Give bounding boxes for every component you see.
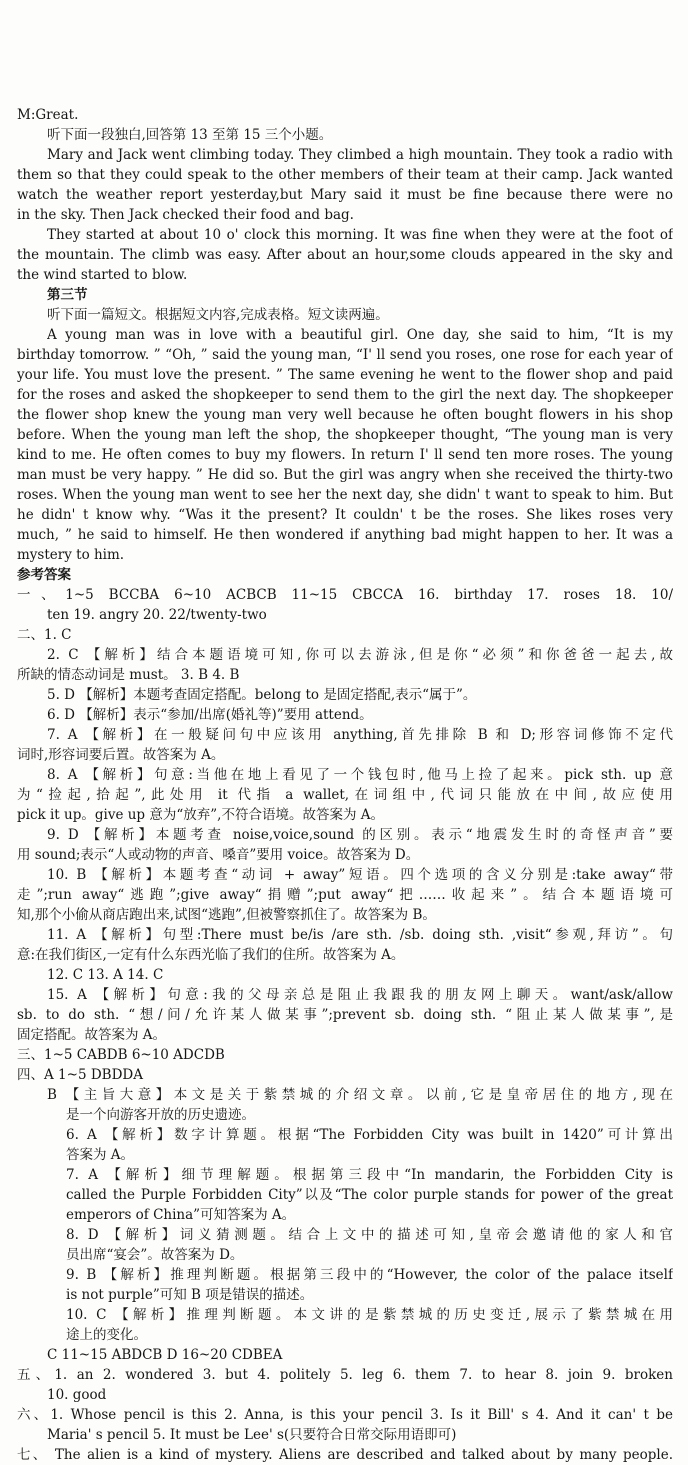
text-line: 11. A 【解析】句型:There must be/is /are sth. /sb. doing sth. ,visit“参观,拜访”。句 [47, 927, 673, 943]
text-line: 第三节 [47, 287, 88, 303]
text-line: 6. D 【解析】表示“参加/出席(婚礼等)”要用 attend。 [47, 707, 373, 723]
text-line: the mountain. The climb was easy. After about an hour,some clouds appeared in the sky and [17, 247, 673, 263]
text-line: 10. C 【解析】推理判断题。本文讲的是紫禁城的历史变迁,展示了紫禁城在用 [66, 1307, 673, 1323]
text-line: They started at about 10 o' clock this morning. It was fine when they were at the foot of [47, 227, 673, 243]
text-line: for the roses and asked the shopkeeper to send them to the girl the next day. The shopkeeper [17, 387, 673, 403]
text-line: 固定搭配。故答案为 A。 [17, 1027, 167, 1043]
text-line: 二、1. C [17, 627, 72, 643]
text-line: B 【主旨大意】本文是关于紫禁城的介绍文章。以前,它是皇帝居住的地方,现在 [47, 1087, 673, 1103]
text-line: 12. C 13. A 14. C [47, 967, 164, 983]
text-line: 15. A 【解析】句意:我的父母亲总是阻止我跟我的朋友网上聊天。want/ask/allow [47, 987, 673, 1003]
text-line: 8. D 【解析】词义猜测题。结合上文中的描述可知,皇帝会邀请他的家人和官 [66, 1227, 673, 1243]
text-line: 7. A 【解析】在一般疑问句中应该用 anything,首先排除 B 和 D;形容词修饰不定代 [47, 727, 673, 743]
text-line: 六、1. Whose pencil is this 2. Anna, is this your pencil 3. Is it Bill' s 4. And it can' t be [17, 1407, 673, 1423]
text-line: 七、 The alien is a kind of mystery. Aliens are described and talked about by many people. [17, 1447, 673, 1463]
text-line: in the sky. Then Jack checked their food and bag. [17, 207, 354, 223]
text-line: 6. A 【解析】数字计算题。根据“The Forbidden City was built in 1420”可计算出 [66, 1127, 673, 1143]
text-line: 三、1~5 CABDB 6~10 ADCDB [17, 1047, 225, 1063]
text-line: 一、1~5 BCCBA 6~10 ACBCB 11~15 CBCCA 16. birthday 17. roses 18. 10/ [17, 587, 673, 603]
text-line: roses. When the young man went to see her the next day, she didn' t want to speak to him. But [17, 487, 673, 503]
text-line: emperors of China”可知答案为 A。 [66, 1207, 296, 1223]
text-line: watch the weather report yesterday,but Mary said it must be fine because there were no [17, 187, 673, 203]
text-line: the flower shop knew the young man very well because he often bought flowers in his shop [17, 407, 673, 423]
text-line: 是一个向游客开放的历史遗迹。 [66, 1107, 255, 1123]
text-line: your life. You must love the present. ” The same evening he went to the flower shop and paid [17, 367, 673, 383]
text-line: 知,那个小偷从商店跑出来,试图“逃跑”,但被警察抓住了。故答案为 B。 [17, 907, 436, 923]
text-line: 2. C 【解析】结合本题语境可知,你可以去游泳,但是你“必须”和你爸爸一起去,故 [47, 647, 673, 663]
text-line: 为“捡起,拾起”,此处用 it 代指 a wallet,在词组中,代词只能放在中间,故应使用 [17, 787, 673, 803]
text-line: 参考答案 [17, 567, 71, 583]
text-line: 10. good [47, 1387, 107, 1403]
text-line: 五、1. an 2. wondered 3. but 4. politely 5. leg 6. them 7. to hear 8. join 9. broken [17, 1367, 673, 1383]
text-line: is not purple”可知 B 项是错误的描述。 [66, 1287, 314, 1303]
text-line: 意:在我们街区,一定有什么东西光临了我们的住所。故答案为 A。 [17, 947, 405, 963]
text-line: 10. B 【解析】本题考查“动词 + away”短语。四个选项的含义分别是:take away“带 [47, 867, 673, 883]
text-line: the wind started to blow. [17, 267, 188, 283]
text-line: C 11~15 ABDCB D 16~20 CDBEA [47, 1347, 283, 1363]
text-line: kind to me. He often comes to buy my flowers. In return I' ll send ten more roses. The young [17, 447, 673, 463]
text-line: A young man was in love with a beautiful girl. One day, she said to him, “It is my [47, 327, 673, 343]
text-line: them so that they could speak to the other members of their team at their camp. Jack wanted [17, 167, 673, 183]
text-line: 途上的变化。 [66, 1327, 147, 1343]
text-line: 所缺的情态动词是 must。 3. B 4. B [17, 667, 240, 683]
text-line: before. When the young man left the shop, the shopkeeper thought, “The young man is very [17, 427, 673, 443]
text-line: mystery to him. [17, 547, 125, 563]
text-line: 走”;run away“逃跑”;give away“捐赠”;put away“把……收起来”。结合本题语境可 [17, 887, 673, 903]
text-line: 用 sound;表示“人或动物的声音、嗓音”要用 voice。故答案为 D。 [17, 847, 420, 863]
text-line: sb. to do sth. “想/问/允许某人做某事”;prevent sb. doing sth. “阻止某人做某事”,是 [17, 1007, 673, 1023]
text-line: 5. D 【解析】本题考查固定搭配。belong to 是固定搭配,表示“属于”。 [47, 687, 477, 703]
text-line: 四、A 1~5 DBDDA [17, 1067, 143, 1083]
text-line: much, ” he said to himself. He then wondered if anything bad might happen to her. It was a [17, 527, 673, 543]
text-line: 答案为 A。 [66, 1147, 135, 1163]
text-line: he didn' t know why. “Was it the present? It couldn' t be the roses. She likes roses very [17, 507, 673, 523]
text-line: 7. A 【解析】细节理解题。根据第三段中“In mandarin, the Forbidden City is [66, 1167, 673, 1183]
text-line: 9. B 【解析】推理判断题。根据第三段中的“However, the color of the palace itself [66, 1267, 673, 1283]
text-line: 听下面一篇短文。根据短文内容,完成表格。短文读两遍。 [47, 307, 389, 323]
text-line: 员出席“宴会”。故答案为 D。 [66, 1247, 244, 1263]
text-line: man must be very happy. ” He did so. But the girl was angry when she received the thirty-two [17, 467, 673, 483]
text-line: called the Purple Forbidden City”以及“The color purple stands for power of the great [66, 1187, 673, 1203]
text-line: Maria' s pencil 5. It must be Lee' s(只要符合日常交际用语即可) [47, 1427, 457, 1443]
text-line: 听下面一段独白,回答第 13 至第 15 三个小题。 [47, 127, 333, 143]
text-line: ten 19. angry 20. 22/twenty-two [47, 607, 267, 623]
text-line: M:Great. [17, 107, 79, 123]
text-line: 词时,形容词要后置。故答案为 A。 [17, 747, 225, 763]
text-line: 8. A 【解析】句意:当他在地上看见了一个钱包时,他马上捡了起来。pick sth. up 意 [47, 767, 673, 783]
text-line: pick it up。give up 意为“放弃”,不符合语境。故答案为 A。 [17, 807, 384, 823]
text-line: birthday tomorrow. ” “Oh, ” said the young man, “I' ll send you roses, one rose for each year of [17, 347, 673, 363]
text-line: Mary and Jack went climbing today. They climbed a high mountain. They took a radio with [47, 147, 673, 163]
text-line: 9. D 【解析】本题考查 noise,voice,sound 的区别。表示“地震发生时的奇怪声音”要 [47, 827, 673, 843]
